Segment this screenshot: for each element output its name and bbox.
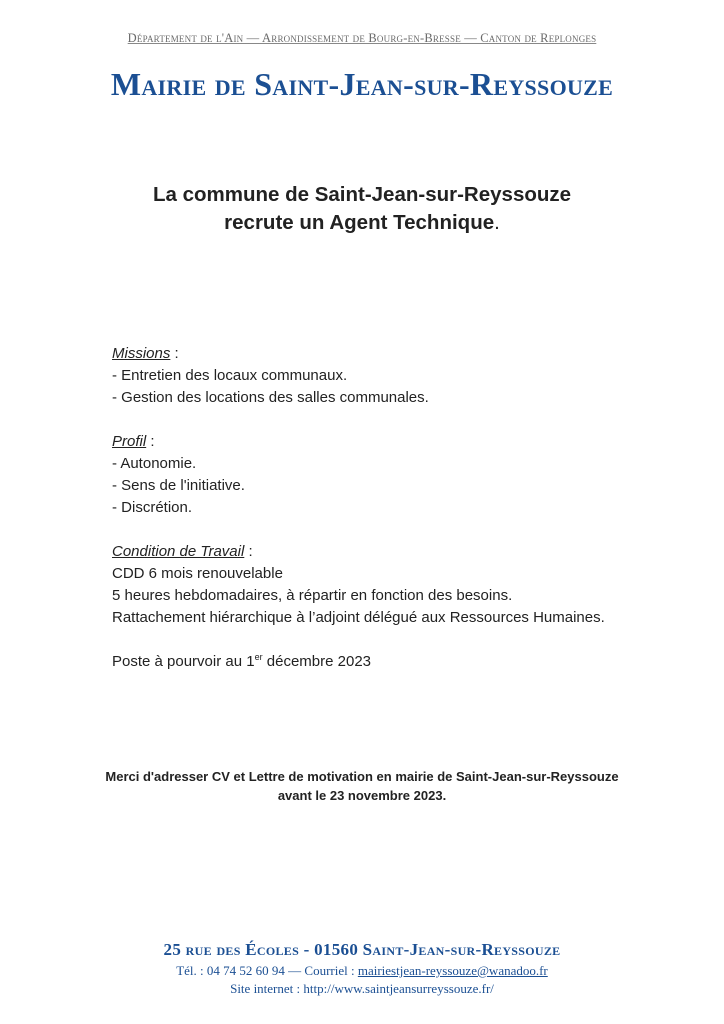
missions-colon: :	[170, 345, 179, 362]
header-subtitle	[0, 31, 724, 46]
list-item: - Discrétion.	[112, 499, 193, 516]
list-item: - Gestion des locations des salles communales.	[112, 389, 429, 406]
notice-line-2: avant le 23 novembre 2023.	[277, 788, 447, 803]
missions-section	[112, 343, 612, 409]
footer-website[interactable]: Site internet : http://www.saintjeansurreyssouze.fr/	[230, 981, 494, 996]
footer-contact	[0, 962, 724, 980]
poste-prefix: Poste à pourvoir au 1	[112, 653, 255, 670]
job-details	[112, 343, 612, 673]
profil-title: Profil	[112, 433, 147, 450]
footer	[0, 938, 724, 998]
list-item: - Entretien des locaux communaux.	[112, 367, 348, 384]
headline	[0, 181, 724, 237]
poste-suffix: décembre 2023	[262, 653, 372, 670]
footer-phone: Tél. : 04 74 52 60 94 — Courriel :	[176, 963, 358, 978]
profil-colon: :	[146, 433, 155, 450]
poste-line	[112, 651, 612, 673]
headline-line-2	[0, 209, 724, 237]
list-item: - Autonomie.	[112, 455, 197, 472]
headline-line-2-text: recrute un Agent Technique	[224, 211, 495, 234]
footer-address: 25 rue des Écoles - 01560 Saint-Jean-sur-Reyssouze	[163, 940, 561, 959]
notice-line-1: Merci d'adresser CV et Lettre de motivation en mairie de Saint-Jean-sur-Reyssouze	[105, 769, 619, 784]
header-subtitle-text: Département de l'Ain — Arrondissement de Bourg-en-Bresse — Canton de Replonges	[127, 31, 597, 45]
poste-sup: er	[254, 652, 263, 662]
headline-period: .	[494, 211, 500, 234]
profil-section	[112, 431, 612, 519]
headline-line-1: La commune de Saint-Jean-sur-Reyssouze	[152, 183, 572, 206]
list-item: CDD 6 mois renouvelable	[112, 565, 283, 582]
conditions-heading	[112, 541, 612, 563]
conditions-colon: :	[244, 543, 253, 560]
missions-title: Missions	[112, 345, 171, 362]
page-title: Mairie de Saint-Jean-sur-Reyssouze	[110, 66, 614, 102]
footer-email-link[interactable]: mairiestjean-reyssouze@wanadoo.fr	[357, 963, 548, 978]
list-item: Rattachement hiérarchique à l’adjoint délégué aux Ressources Humaines.	[112, 609, 605, 626]
missions-heading	[112, 343, 612, 365]
conditions-title: Condition de Travail	[112, 543, 245, 560]
conditions-section	[112, 541, 612, 629]
list-item: 5 heures hebdomadaires, à répartir en fonction des besoins.	[112, 587, 513, 604]
application-notice	[0, 767, 724, 805]
profil-heading	[112, 431, 612, 453]
list-item: - Sens de l'initiative.	[112, 477, 245, 494]
